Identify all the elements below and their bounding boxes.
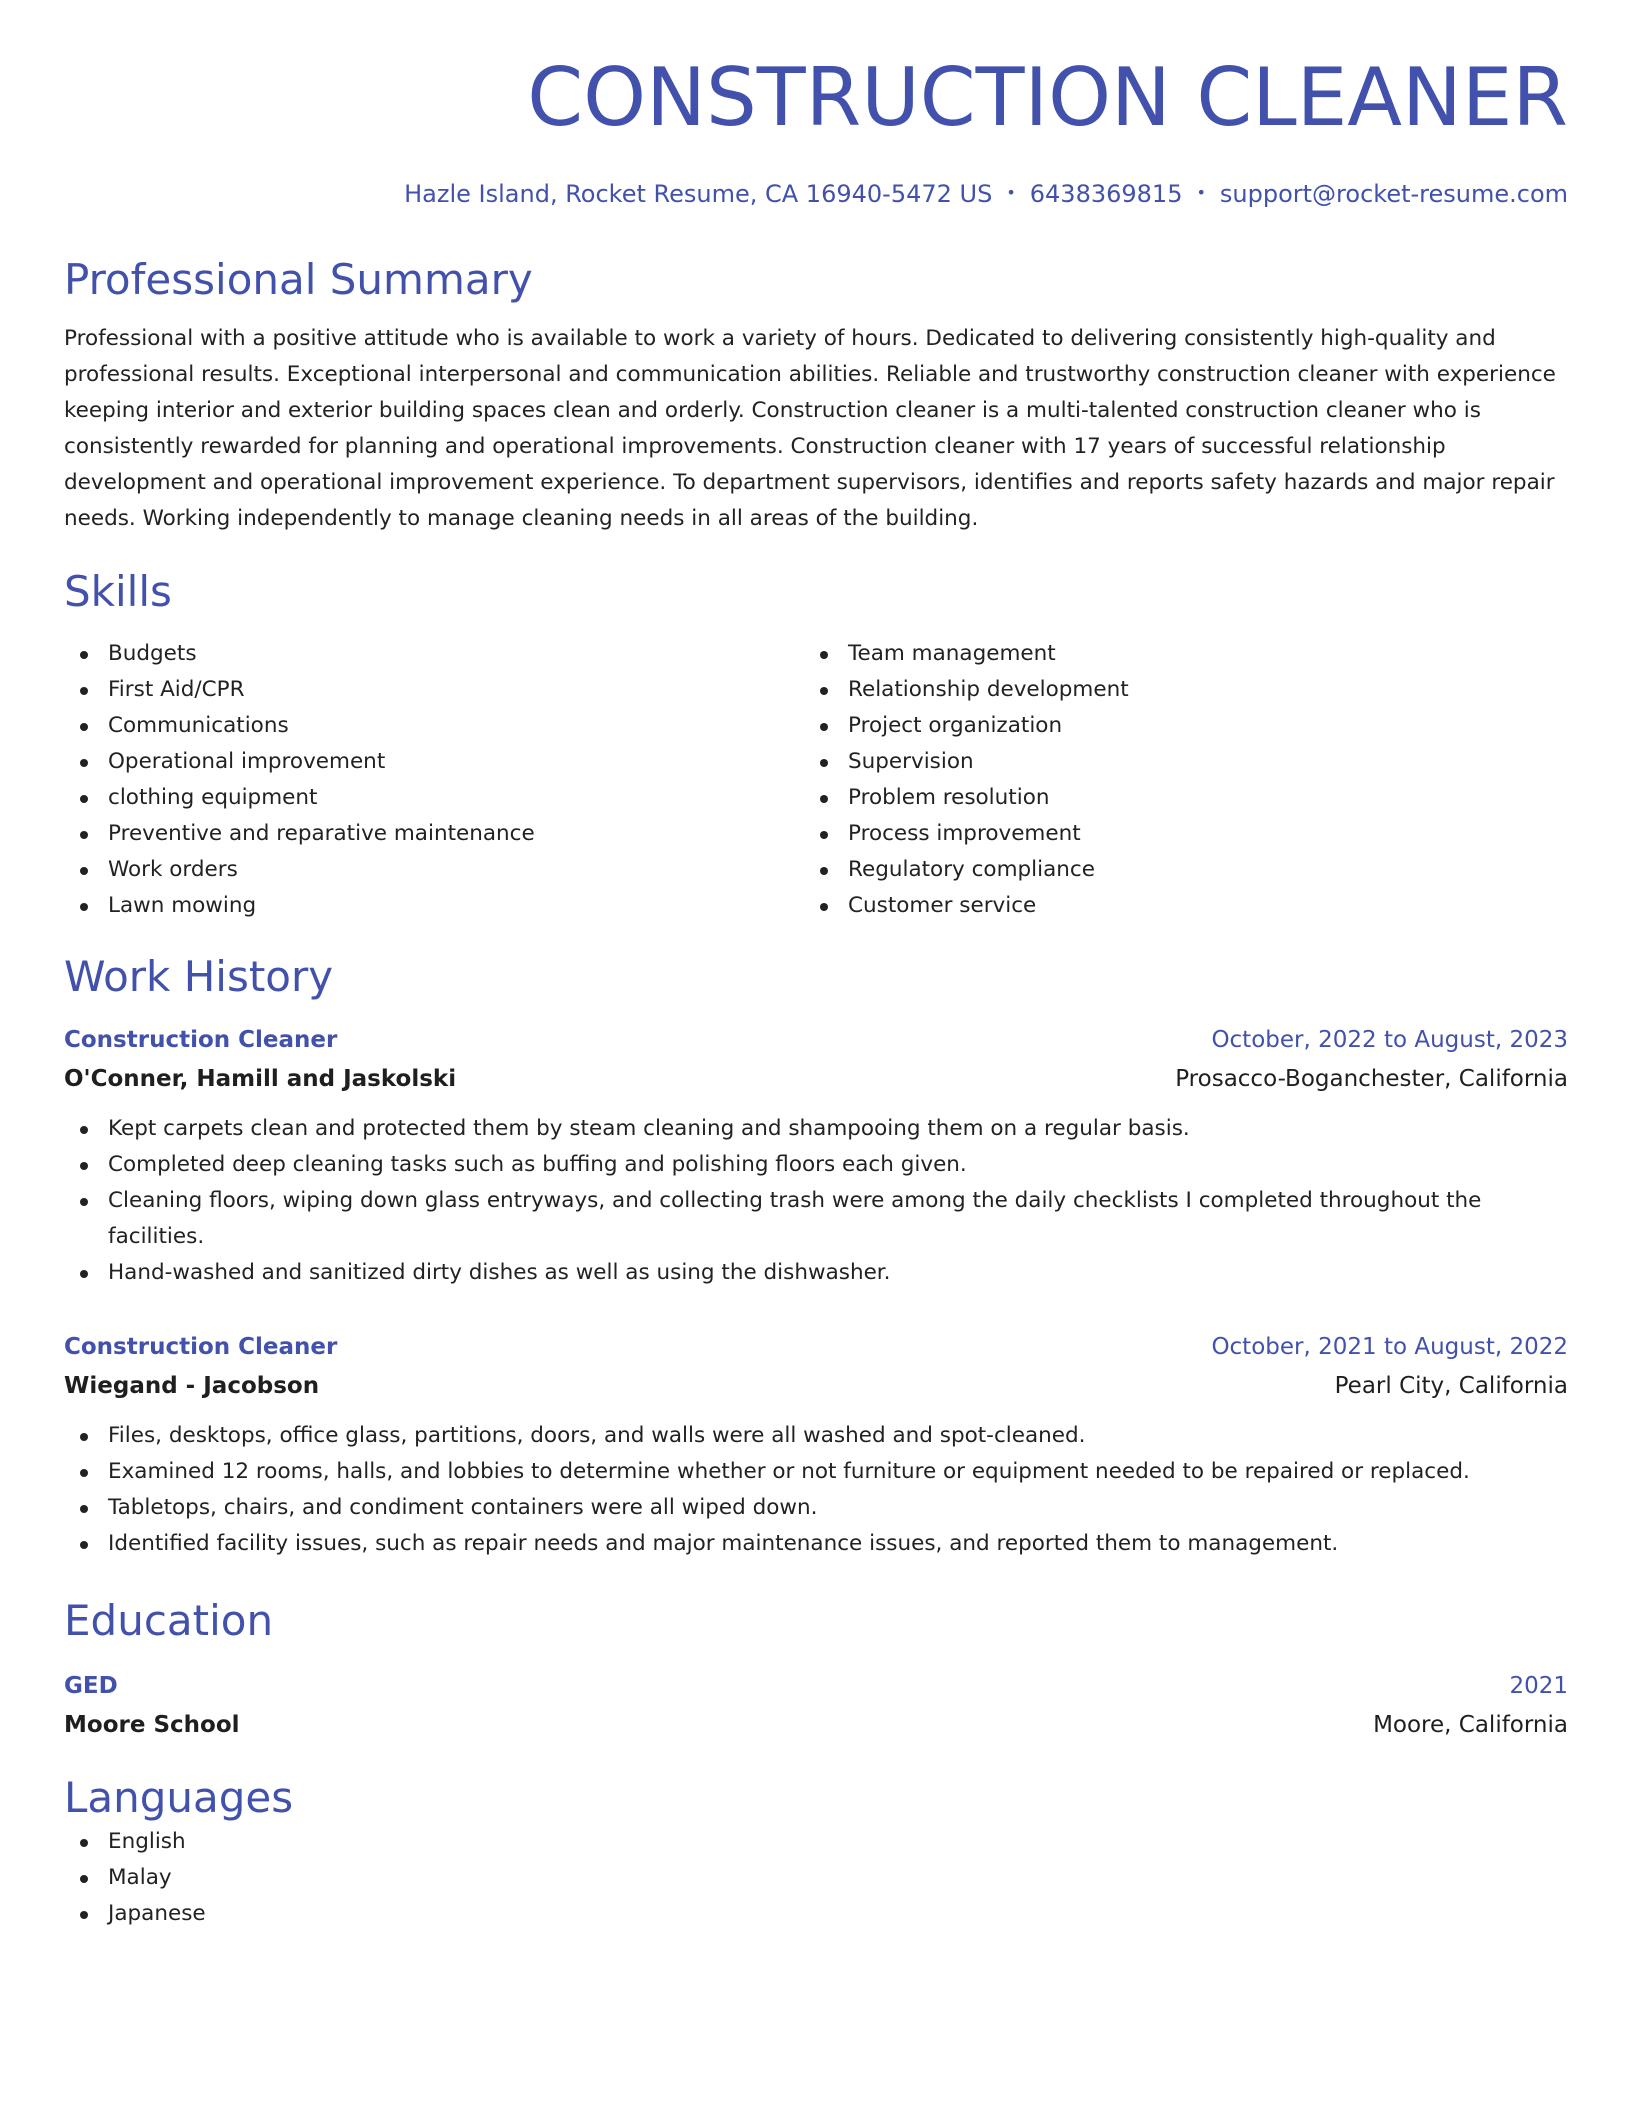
- bullet-icon: [80, 795, 88, 803]
- work-history-section: [64, 952, 1568, 1562]
- languages-heading: Languages: [64, 1773, 294, 1823]
- job-duty: [64, 1454, 1568, 1490]
- skill-label: Process improvement: [848, 820, 1081, 846]
- skills-list-left: [64, 636, 804, 924]
- bullet-icon: [80, 1469, 88, 1477]
- skill-label: Project organization: [848, 712, 1063, 738]
- skill-item: [804, 636, 1544, 672]
- education-entry: [64, 1668, 1568, 1743]
- summary-section: [64, 255, 1568, 537]
- skill-item: [804, 780, 1544, 816]
- job-duty: [64, 1490, 1568, 1526]
- education-section: [64, 1596, 1568, 1743]
- bullet-icon: [820, 723, 828, 731]
- language-label: English: [108, 1828, 186, 1854]
- bullet-icon: [80, 1270, 88, 1278]
- job-duties-list: [64, 1418, 1568, 1562]
- skills-section: [64, 567, 1568, 923]
- skill-label: Work orders: [108, 856, 238, 882]
- bullet-icon: [80, 1162, 88, 1170]
- skill-item: [64, 780, 804, 816]
- skill-item: [64, 636, 804, 672]
- bullet-icon: [820, 903, 828, 911]
- job-dates: October, 2022 to August, 2023: [1211, 1026, 1568, 1053]
- bullet-icon: [80, 903, 88, 911]
- job-duty-text: Cleaning floors, wiping down glass entryways, and collecting trash were among the daily checklists I completed throughout the facilities.: [108, 1187, 1482, 1249]
- skill-label: Customer service: [848, 892, 1037, 918]
- bullet-icon: [80, 831, 88, 839]
- job-duty: [64, 1111, 1568, 1147]
- skills-heading: Skills: [64, 567, 172, 617]
- summary-text: Professional with a positive attitude who is available to work a variety of hours. Dedicated to delivering consistently high-quality and professional results. Exceptional interpersonal and communication abilities. Reliable and trustworthy construction cleaner with experience keeping interior and exterior building spaces clean and orderly. Construction cleaner is a multi-talented construction cleaner who is consistently rewarded for planning and operational improvements. Construction cleaner with 17 years of successful relationship development and operational improvement experience. To department supervisors, identifies and reports safety hazards and major repair needs. Working independently to manage cleaning needs in all areas of the building.: [64, 326, 1556, 532]
- skill-label: Lawn mowing: [108, 892, 257, 918]
- contact-separator: •: [1196, 183, 1206, 203]
- education-degree: GED: [64, 1673, 118, 1700]
- languages-section: [64, 1773, 1568, 1931]
- education-school: Moore School: [64, 1712, 240, 1739]
- job-employer: O'Conner, Hamill and Jaskolski: [64, 1065, 457, 1092]
- job-entry: [64, 1022, 1568, 1291]
- skill-item: [804, 744, 1544, 780]
- skills-column-right: [804, 636, 1544, 924]
- bullet-icon: [820, 651, 828, 659]
- bullet-icon: [820, 687, 828, 695]
- job-location: Prosacco-Boganchester, California: [1175, 1065, 1568, 1092]
- skill-item: [64, 708, 804, 744]
- education-school-row: [64, 1704, 1568, 1743]
- language-item: [64, 1896, 1568, 1932]
- skills-column-left: [64, 636, 804, 924]
- skill-item: [804, 888, 1544, 924]
- bullet-icon: [80, 1126, 88, 1134]
- job-duty-text: Examined 12 rooms, halls, and lobbies to determine whether or not furniture or equipment needed to be repaired or replaced.: [108, 1458, 1470, 1484]
- languages-list: [64, 1824, 1568, 1932]
- bullet-icon: [820, 759, 828, 767]
- skill-label: Relationship development: [848, 676, 1129, 702]
- job-duty-text: Files, desktops, office glass, partitions, doors, and walls were all washed and spot-cleaned.: [108, 1422, 1086, 1448]
- skill-item: [64, 852, 804, 888]
- job-location: Pearl City, California: [1334, 1372, 1568, 1399]
- job-duty: [64, 1255, 1568, 1291]
- bullet-icon: [820, 795, 828, 803]
- skill-label: clothing equipment: [108, 784, 318, 810]
- skills-grid: [64, 636, 1568, 924]
- summary-heading: Professional Summary: [64, 254, 533, 304]
- resume-header: [64, 50, 1568, 209]
- skill-label: Preventive and reparative maintenance: [108, 820, 535, 846]
- skill-item: [64, 816, 804, 852]
- job-duty: [64, 1526, 1568, 1562]
- skill-label: Supervision: [848, 748, 974, 774]
- job-header-row: [64, 1329, 1568, 1365]
- bullet-icon: [80, 1911, 88, 1919]
- contact-separator: •: [1006, 183, 1016, 203]
- education-degree-row: [64, 1668, 1568, 1704]
- bullet-icon: [80, 759, 88, 767]
- job-duty: [64, 1183, 1568, 1255]
- job-employer-row: [64, 1365, 1568, 1404]
- job-duty-text: Kept carpets clean and protected them by steam cleaning and shampooing them on a regular basis.: [108, 1115, 1190, 1141]
- skill-label: First Aid/CPR: [108, 676, 245, 702]
- job-entry: [64, 1329, 1568, 1562]
- skill-item: [804, 672, 1544, 708]
- education-year: 2021: [1509, 1673, 1568, 1700]
- skill-item: [804, 816, 1544, 852]
- language-label: Japanese: [108, 1900, 206, 1926]
- job-employer-row: [64, 1058, 1568, 1097]
- job-duty-text: Identified facility issues, such as repair needs and major maintenance issues, and reported them to management.: [108, 1530, 1339, 1556]
- skill-item: [64, 672, 804, 708]
- job-duty: [64, 1418, 1568, 1454]
- skill-label: Regulatory compliance: [848, 856, 1095, 882]
- job-title: Construction Cleaner: [64, 1333, 338, 1360]
- skill-label: Problem resolution: [848, 784, 1050, 810]
- bullet-icon: [820, 867, 828, 875]
- contact-email: support@rocket-resume.com: [1219, 180, 1568, 208]
- job-duties-list: [64, 1111, 1568, 1291]
- contact-address: Hazle Island, Rocket Resume, CA 16940-5472 US: [404, 180, 993, 208]
- bullet-icon: [80, 687, 88, 695]
- job-duty: [64, 1147, 1568, 1183]
- bullet-icon: [80, 1875, 88, 1883]
- skills-list-right: [804, 636, 1544, 924]
- job-dates: October, 2021 to August, 2022: [1211, 1333, 1568, 1360]
- contact-phone: 6438369815: [1029, 180, 1183, 208]
- skill-item: [64, 744, 804, 780]
- bullet-icon: [80, 1541, 88, 1549]
- job-header-row: [64, 1022, 1568, 1058]
- skill-label: Team management: [848, 640, 1056, 666]
- bullet-icon: [80, 1839, 88, 1847]
- bullet-icon: [80, 1198, 88, 1206]
- bullet-icon: [80, 1433, 88, 1441]
- job-duty-text: Completed deep cleaning tasks such as buffing and polishing floors each given.: [108, 1151, 967, 1177]
- skill-item: [804, 708, 1544, 744]
- candidate-title: CONSTRUCTION CLEANER: [527, 51, 1568, 144]
- bullet-icon: [80, 651, 88, 659]
- skill-label: Operational improvement: [108, 748, 386, 774]
- bullet-icon: [80, 867, 88, 875]
- job-title: Construction Cleaner: [64, 1026, 338, 1053]
- skill-label: Communications: [108, 712, 289, 738]
- job-duty-text: Tabletops, chairs, and condiment containers were all wiped down.: [108, 1494, 818, 1520]
- skill-item: [64, 888, 804, 924]
- language-label: Malay: [108, 1864, 172, 1890]
- work-history-heading: Work History: [64, 951, 334, 1001]
- contact-line: [64, 180, 1568, 209]
- skill-label: Budgets: [108, 640, 197, 666]
- skill-item: [804, 852, 1544, 888]
- language-item: [64, 1860, 1568, 1896]
- job-duty-text: Hand-washed and sanitized dirty dishes as well as using the dishwasher.: [108, 1259, 891, 1285]
- job-employer: Wiegand - Jacobson: [64, 1372, 320, 1399]
- language-item: [64, 1824, 1568, 1860]
- bullet-icon: [820, 831, 828, 839]
- education-heading: Education: [64, 1595, 274, 1645]
- bullet-icon: [80, 1505, 88, 1513]
- bullet-icon: [80, 723, 88, 731]
- education-location: Moore, California: [1373, 1712, 1568, 1739]
